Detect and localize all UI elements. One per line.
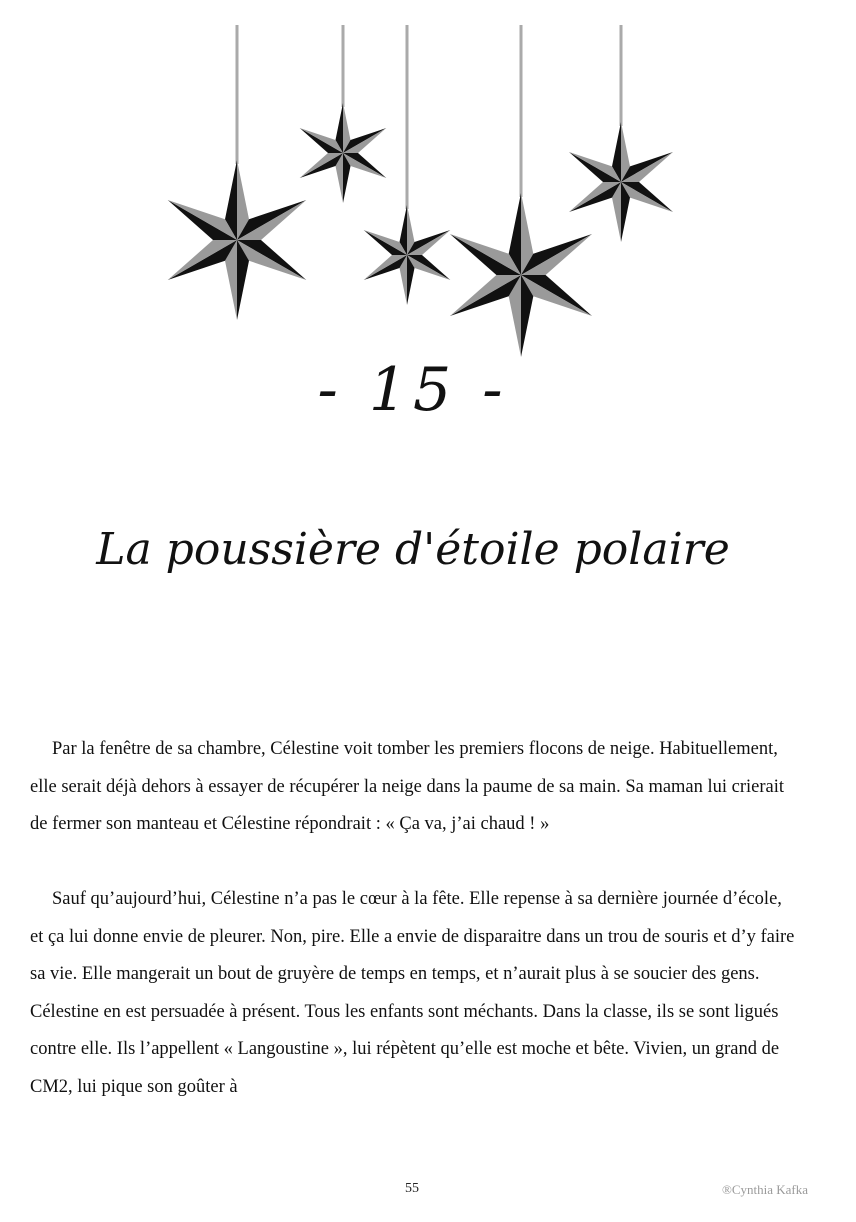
chapter-number: - 15 - [317, 355, 509, 425]
hanging-stars-ornament [0, 0, 856, 370]
stars-group [168, 103, 673, 357]
hanging-strings [237, 25, 621, 209]
copyright-notice: ®Cynthia Kafka [721, 1182, 808, 1197]
star-icon [450, 193, 592, 357]
star-icon [168, 160, 307, 320]
page-number: 55 [405, 1181, 419, 1196]
body-text [30, 731, 796, 1106]
star-icon [364, 205, 451, 305]
paragraph: Par la fenêtre de sa chambre, Célestine voit tomber les premiers flocons de neige. Habituellement, elle serait déjà dehors à essayer de récupérer la neige dans la paume de sa main. Sa maman lui crierait de fermer son manteau et Célestine répondrait : « Ça va, j’ai chaud ! » [30, 739, 785, 834]
star-icon [300, 103, 387, 203]
star-icon [569, 122, 673, 242]
paragraph: Sauf qu’aujourd’hui, Célestine n’a pas le cœur à la fête. Elle repense à sa dernière journée d’école, et ça lui donne envie de pleurer. Non, pire. Elle a envie de disparaitre dans un trou de souris et d’y faire sa vie. Elle mangerait un bout de gruyère de temps en temps, et n’aurait plus à se soucier des gens. Célestine en est persuadée à présent. Tous les enfants sont méchants. Dans la classe, ils se sont ligués contre elle. Ils l’appellent « Langoustine », lui répètent qu’elle est moche et bête. Vivien, un grand de CM2, lui pique son goûter à [30, 889, 795, 1097]
chapter-title: La poussière d'étoile polaire [96, 524, 730, 575]
